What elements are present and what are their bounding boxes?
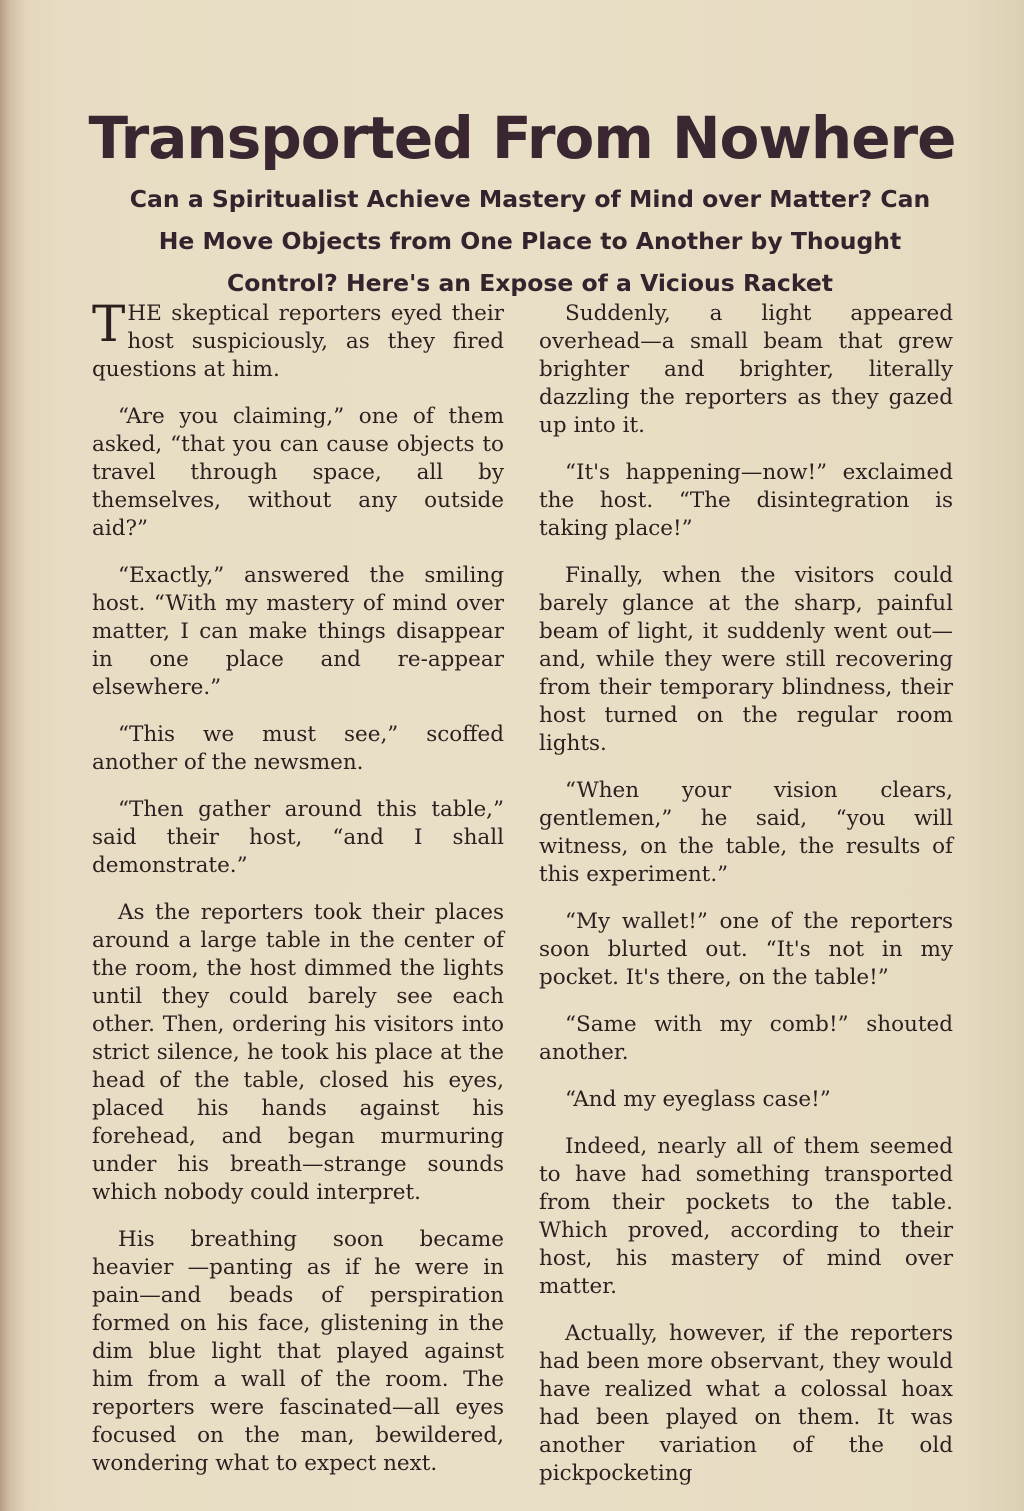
- opening-paragraph: [92, 295, 504, 384]
- paragraph: His breathing soon became heavier —panting as if he were in pain—and beads of perspiration formed on his face, glistening in the dim blue light that played against him from a wall of the room. The reporters were fascinated—all eyes focused on the man, bewildered, wondering what to expect next.: [92, 1227, 504, 1476]
- paragraph: Suddenly, a light appeared overhead—a small beam that grew brighter and brighter, literally dazzling the reporters as they gazed up into it.: [539, 301, 953, 438]
- left-column: [92, 295, 504, 1497]
- paragraph: “Same with my comb!” shouted another.: [539, 1012, 953, 1065]
- article-title: Transported From Nowhere: [88, 104, 956, 172]
- paragraph: As the reporters took their places around a large table in the center of the room, the host dimmed the lights until they could barely see each other. Then, ordering his visitors into strict silence, he took his place at the head of the table, closed his eyes, placed his hands against his forehead, and began murmuring under his breath—strange sounds which nobody could interpret.: [92, 900, 504, 1205]
- paragraph: “Exactly,” answered the smiling host. “With my mastery of mind over matter, I can make things disappear in one place and re-appear elsewhere.”: [92, 563, 504, 700]
- paragraph: “And my eyeglass case!”: [565, 1087, 831, 1112]
- paragraph: “When your vision clears, gentlemen,” he said, “you will witness, on the table, the results of this experiment.”: [539, 778, 953, 887]
- article-subtitle: Can a Spiritualist Achieve Mastery of Mind over Matter? Can He Move Objects from One Place to Another by Thought Control? Here's an Expose of a Vicious Racket: [129, 185, 931, 297]
- paragraph: “It's happening—now!” exclaimed the host. “The disintegration is taking place!”: [539, 460, 953, 541]
- paragraph: “This we must see,” scoffed another of the newsmen.: [92, 722, 504, 775]
- drop-cap: T: [92, 295, 126, 353]
- paragraph: Actually, however, if the reporters had been more observant, they would have realized what a colossal hoax had been played on them. It was another variation of the old pickpocketing: [539, 1321, 953, 1486]
- opening-paragraph-text: HE skeptical reporters eyed their host suspiciously, as they fired questions at him.: [92, 301, 504, 382]
- paragraph: Indeed, nearly all of them seemed to have had something transported from their pockets to the table. Which proved, according to their host, his mastery of mind over matter.: [539, 1134, 953, 1299]
- paragraph: Finally, when the visitors could barely glance at the sharp, painful beam of light, it suddenly went out—and, while they were still recovering from their temporary blindness, their host turned on the regular room lights.: [539, 563, 953, 756]
- right-column: [539, 300, 953, 1507]
- paragraph: “Are you claiming,” one of them asked, “that you can cause objects to travel through space, all by themselves, without any outside aid?”: [92, 404, 504, 541]
- paragraph: “My wallet!” one of the reporters soon blurted out. “It's not in my pocket. It's there, on the table!”: [539, 909, 953, 990]
- paragraph: “Then gather around this table,” said their host, “and I shall demonstrate.”: [92, 797, 504, 878]
